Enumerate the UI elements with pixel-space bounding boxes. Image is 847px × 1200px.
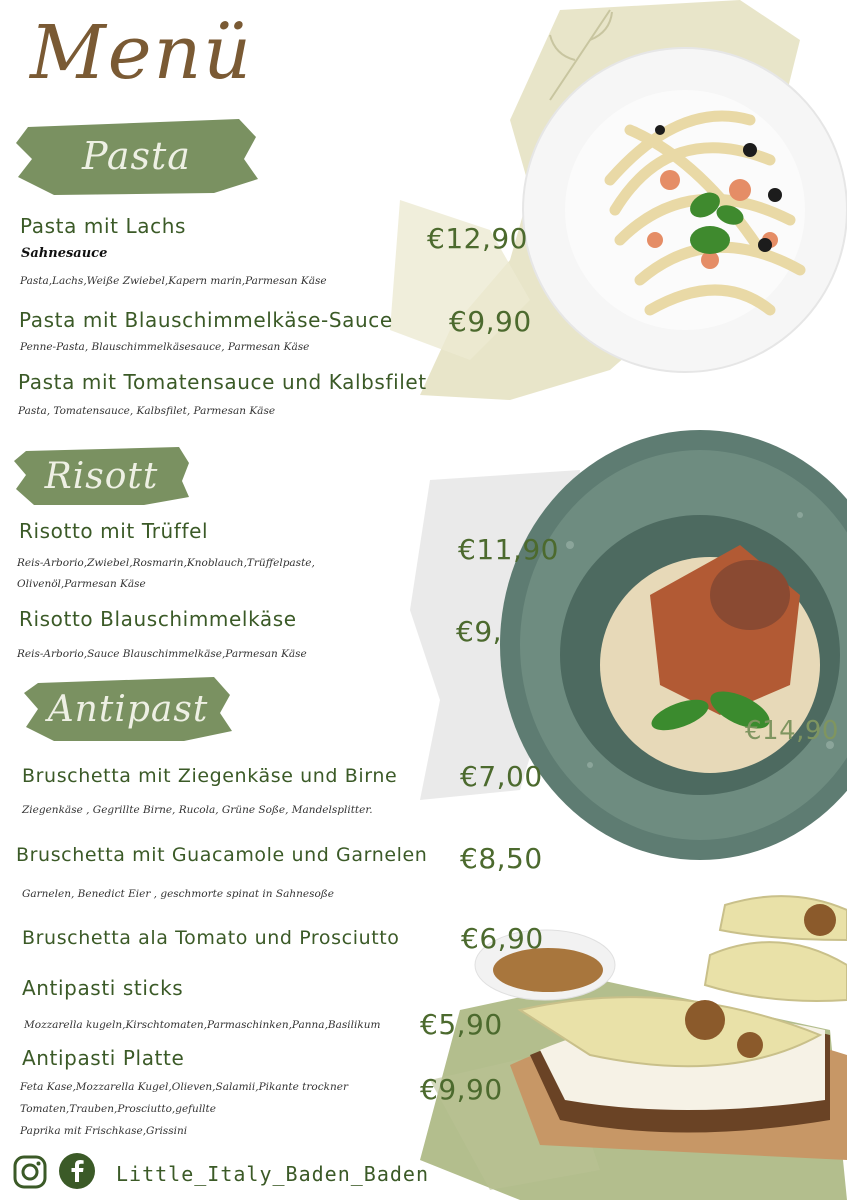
floating-price: €14,90	[745, 716, 839, 746]
item-price: €12,90	[427, 222, 528, 255]
item-description: Olivenöl,Parmesan Käse	[17, 578, 146, 590]
section-label-antipasti: Antipast	[47, 688, 209, 730]
item-price: €7,00	[460, 760, 543, 793]
risotto-bowl-image	[500, 425, 847, 865]
item-name: Bruschetta ala Tomato und Prosciutto	[22, 927, 400, 949]
item-price: €8,50	[460, 842, 543, 875]
item-description: Mozzarella kugeln,Kirschtomaten,Parmaschinken,Panna,Basilikum	[24, 1019, 381, 1031]
item-name: Bruschetta mit Ziegenkäse und Birne	[22, 765, 398, 787]
item-description: Reis-Arborio,Zwiebel,Rosmarin,Knoblauch,Trüffelpaste,	[17, 557, 315, 569]
item-name: Antipasti Platte	[22, 1046, 185, 1070]
section-header-antipasti	[24, 675, 232, 743]
item-description: Reis-Arborio,Sauce Blauschimmelkäse,Parmesan Käse	[17, 648, 307, 660]
item-description: Tomaten,Trauben,Prosciutto,gefullte	[20, 1103, 216, 1115]
menu-title: Menü	[30, 10, 253, 96]
facebook-icon[interactable]	[58, 1152, 96, 1190]
instagram-icon[interactable]	[12, 1154, 48, 1190]
item-description: Pasta,Lachs,Weiße Zwiebel,Kapern marin,Parmesan Käse	[20, 275, 327, 287]
item-price: €11,90	[458, 533, 559, 566]
section-label-risotto: Risott	[44, 455, 159, 497]
section-header-risotto	[14, 445, 189, 507]
item-description: Pasta, Tomatensauce, Kalbsfilet, Parmesan Käse	[18, 405, 276, 417]
item-price: €9,90	[420, 1073, 503, 1106]
item-description: Garnelen, Benedict Eier , geschmorte spinat in Sahnesoße	[22, 888, 335, 900]
section-header-pasta	[14, 115, 259, 197]
item-price: €9,	[456, 615, 503, 648]
item-name: Risotto mit Trüffel	[19, 519, 209, 543]
item-name: Risotto Blauschimmelkäse	[19, 607, 297, 631]
item-name: Bruschetta mit Guacamole und Garnelen	[16, 844, 428, 866]
social-handle[interactable]: Little_Italy_Baden_Baden	[116, 1162, 429, 1186]
item-name: Pasta mit Blauschimmelkäse-Sauce	[19, 308, 393, 332]
item-description: Penne-Pasta, Blauschimmelkäsesauce, Parmesan Käse	[20, 341, 310, 353]
item-name: Antipasti sticks	[22, 976, 184, 1000]
item-description: Ziegenkäse , Gegrillte Birne, Rucola, Grüne Soße, Mandelsplitter.	[22, 804, 373, 816]
item-description: Feta Kase,Mozzarella Kugel,Olieven,Salamii,Pikante trockner	[20, 1081, 348, 1093]
pasta-plate-image	[520, 10, 847, 410]
section-label-pasta: Pasta	[82, 134, 191, 178]
item-price: €5,90	[420, 1008, 503, 1041]
item-name: Pasta mit Tomatensauce und Kalbsfilet	[18, 370, 427, 394]
item-description: Paprika mit Frischkase,Grissini	[20, 1125, 188, 1137]
item-subtitle: Sahnesauce	[21, 246, 108, 261]
item-name: Pasta mit Lachs	[20, 214, 187, 238]
item-price: €6,90	[461, 922, 544, 955]
item-price: €9,90	[449, 305, 532, 338]
